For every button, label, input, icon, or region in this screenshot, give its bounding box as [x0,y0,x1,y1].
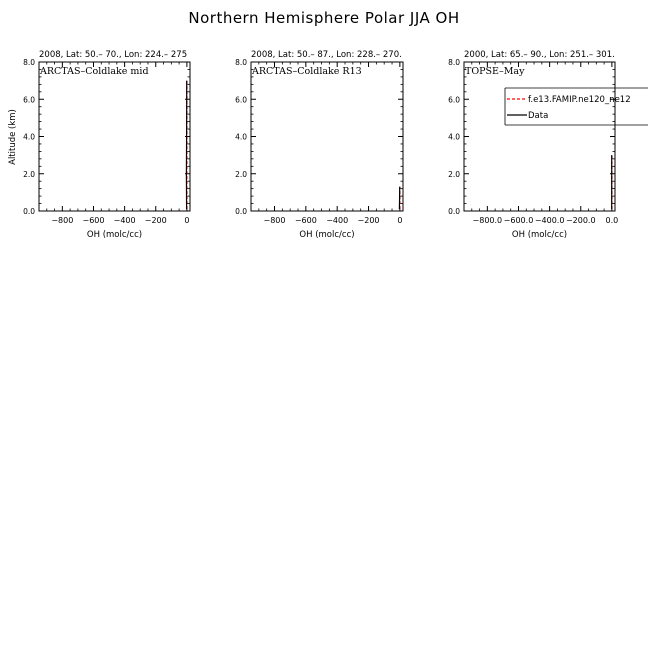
y-tick-label: 6.0 [448,95,460,105]
y-tick-label: 4.0 [23,132,35,142]
y-tick-label: 4.0 [448,132,460,142]
y-tick-label: 6.0 [235,95,247,105]
x-tick-label: −800 [51,216,74,225]
x-tick-label: 0 [397,216,403,225]
y-tick-label: 2.0 [23,169,35,179]
x-axis-label: OH (molc/cc) [299,230,355,240]
x-axis-label: OH (molc/cc) [511,230,568,240]
y-tick-label: 8.0 [23,58,35,67]
panel-header: 2008, Lat: 50.– 87., Lon: 228.– 270. [251,50,402,60]
x-tick-label: −200 [357,216,380,225]
x-tick-label: −600 [82,216,105,225]
x-tick-label: −400 [326,216,349,225]
campaign-label: ARCTAS–Coldlake R13 [252,66,362,77]
plot-frame [39,62,190,211]
y-tick-label: 8.0 [235,58,247,67]
y-tick-label: 0.0 [23,207,35,216]
x-tick-label: −400.0 [534,216,565,225]
x-tick-label: −600.0 [503,216,534,225]
x-tick-label: −600 [294,216,317,225]
panel-2 [235,50,403,240]
y-tick-label: 2.0 [448,169,460,179]
panel-header: 2000, Lat: 65.– 90., Lon: 251.– 301. [464,50,615,60]
x-tick-label: −800.0 [472,216,503,225]
x-tick-label: 0 [184,216,190,225]
panel-3 [448,50,648,240]
y-tick-label: 0.0 [235,207,247,216]
legend-entry: Data [528,111,549,121]
panel-header: 2008, Lat: 50.– 70., Lon: 224.– 275 [39,50,188,60]
x-tick-label: −200 [144,216,167,225]
x-tick-label: −800 [263,216,286,225]
x-axis-label: OH (molc/cc) [86,230,143,240]
x-tick-label: −400 [113,216,136,225]
legend [505,88,648,125]
y-tick-label: 4.0 [235,132,247,142]
x-tick-label: −200.0 [565,216,596,225]
y-tick-label: 8.0 [448,58,460,67]
y-tick-label: 0.0 [448,207,460,216]
campaign-label: ARCTAS–Coldlake mid [40,66,149,77]
y-tick-label: 6.0 [23,95,35,105]
panel-1 [23,50,190,240]
y-tick-label: 2.0 [235,169,247,179]
plot-frame [251,62,403,211]
campaign-label: TOPSE–May [465,66,525,77]
figure-title: Northern Hemisphere Polar JJA OH [188,9,460,27]
plot-frame [464,62,615,211]
legend-entry: f.e13.FAMIP.ne120_ne12 [528,95,631,105]
y-axis-label: Altitude (km) [8,109,18,165]
x-tick-label: 0.0 [605,216,619,225]
